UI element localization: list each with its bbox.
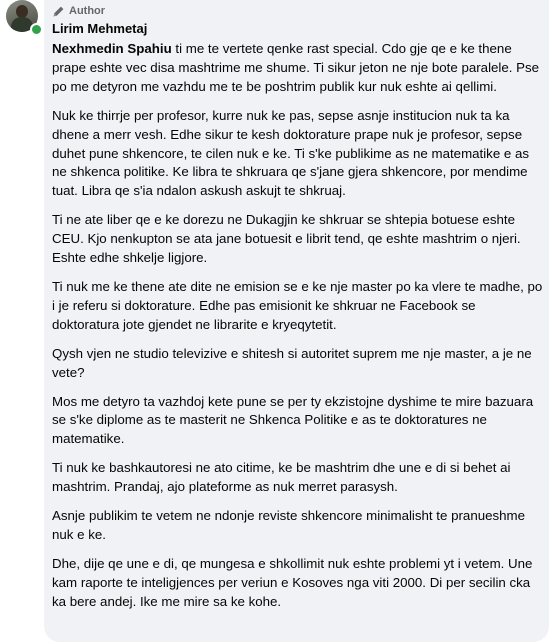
comment-paragraph-text: ti me te vertete qenke rast special. Cdo gje qe e ke thene prape eshte vec disa mashtrime me shume. Ti sikur jeton ne nje bote paralele. Pse po me detyron me vazhdu me te be poshtrim publik kur nuk eshte ai qellimi. [52, 41, 540, 94]
author-badge [52, 4, 105, 18]
author-avatar[interactable] [6, 0, 40, 34]
comment-paragraph: Nuk ke thirrje per profesor, kurre nuk ke pas, sepse asnje institucion nuk ta ka dhene a merr vesh. Edhe sikur te kesh doktorature prape nuk je profesor, sepse duhet pune shkencore, te cilen nuk e ke. Ti s'ke publikime as ne matematike e as ne shkenca politike. Ke libra te shkruara qe s'jane gjera shkencore, por mendime tuat. Libra qe s'ia ndalon askush askujt te shkruaj. [52, 107, 530, 199]
comment-paragraph: Asnje publikim te vetem ne ndonje reviste shkencore minimalisht te pranueshme nuk e ke. [52, 508, 526, 542]
comment-bubble [44, 0, 549, 642]
comment-author-name[interactable]: Lirim Mehmetaj [52, 21, 148, 36]
comment-paragraph [52, 40, 544, 97]
comment-paragraph: Ti nuk me ke thene ate dite ne emision se e ke nje master po ka vlere te madhe, po i je referu si doktorature. Edhe pas emisionit ke shkruar ne Facebook se doktoratura jote gjendet ne librarite e kryeqytetit. [52, 278, 543, 332]
comment-paragraph: Qysh vjen ne studio televizive e shitesh si autoritet suprem me nje master, a je ne vete? [52, 345, 532, 380]
online-status-dot [30, 23, 43, 36]
pencil-icon [52, 5, 65, 18]
comment-paragraph: Ti nuk ke bashkautoresi ne ato citime, ke be mashtrim dhe une e di si behet ai mashtrim. Prandaj, ajo plateforme as nuk merret parasysh. [52, 460, 511, 495]
mentioned-user-link[interactable]: Nexhmedin Spahiu [52, 41, 172, 56]
comment-paragraph: Dhe, dije qe une e di, qe mungesa e shkollimit nuk eshte problemi yt i vetem. Une kam raporte te inteligjences per veriun e Kosoves nga viti 2000. Di per secilin cka ka bere andej. Ike me mire sa ke kohe. [52, 555, 533, 609]
author-badge-label: Author [69, 5, 106, 17]
comment-paragraph: Mos me detyro ta vazhdoj kete pune se per ty ekzistojne dyshime te mire bazuara se s'ke diplome as te masterit ne Shkenca Politike e as te doktoratures ne matematike. [52, 393, 534, 447]
comment-paragraph: Ti ne ate liber qe e ke dorezu ne Dukagjin ke shkruar se shtepia botuese eshte CEU. Kjo nenkupton se ata jane botuesit e librit tend, qe eshte mashtrim o njeri. Eshte edhe shkelje ligjore. [52, 212, 521, 266]
comment-text [52, 40, 544, 622]
